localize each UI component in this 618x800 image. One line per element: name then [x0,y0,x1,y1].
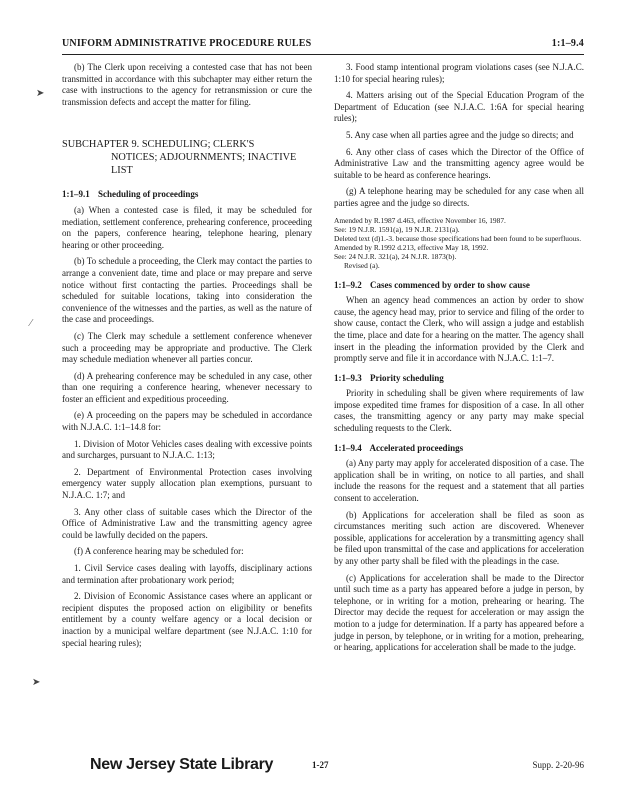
paragraph: (c) Applications for acceleration shall be made to the Director until such time as a party has appeared before a judge in person, by telephone, or in writing for a motion, prehearing or hearing. The Director may decide the request for acceleration or may assign the motion to a judge for determination. If a party has appeared before a judge in person, by telephone, or in writing for a motion, prehearing, or hearing, applications for acceleration shall be made to the judge. [334,572,584,653]
running-header [62,38,584,55]
section-number: 1:1–9.1 [62,189,90,200]
paragraph: (a) When a contested case is filed, it may be scheduled for mediation, settlement conference, prehearing conference, proceeding on the papers, conference hearing, telephone hearing, plenary hearing or other proceeding. [62,204,312,250]
section-title: Scheduling of proceedings [98,189,199,200]
header-title: UNIFORM ADMINISTRATIVE PROCEDURE RULES [62,38,312,49]
paragraph: (a) Any party may apply for accelerated disposition of a case. The application shall be in writing, on notice to all parties, and shall include the reasons for the request and a statement that all parties consent to acceleration. [334,458,584,504]
section-number: 1:1–9.2 [334,279,362,290]
list-item: 6. Any other class of cases which the Director of the Office of Administrative Law and the transmitting agency agree would be suitable to be heard as conference hearings. [334,146,584,180]
list-item: 2. Division of Economic Assistance cases where an applicant or recipient disputes the proposed action on eligibility or benefits entitlement by a county welfare agency or a local decision or inaction by a municipal welfare department (see N.J.A.C. 1:10 for special hearing rules); [62,591,312,648]
subchapter-heading [62,138,312,177]
left-column [62,62,312,654]
margin-mark-icon: ➤ [32,677,41,688]
section-number: 1:1–9.4 [334,442,362,453]
paragraph: (b) Applications for acceleration shall be filed as soon as circumstances meriting such action are discovered. Whenever possible, applications for acceleration by a transmitting agency shall be filed upon transmittal of the case and applications for acceleration by any other party shall be filed with the pleadings in the case. [334,509,584,566]
margin-mark-icon: ➤ [36,88,45,99]
library-stamp: New Jersey State Library [90,756,274,773]
supplement-date: Supp. 2-20-96 [532,760,584,770]
history-note: Amended by R.1987 d.463, effective November 16, 1987. [334,215,506,225]
history-note: See: 19 N.J.R. 1591(a), 19 N.J.R. 2131(a). [334,224,460,234]
list-item: 3. Food stamp intentional program violations cases (see N.J.A.C. 1:10 for special hearing rules); [334,62,584,84]
margin-mark-icon: ⁄ [30,318,32,329]
list-item: 1. Civil Service cases dealing with layoffs, disciplinary actions and termination after probationary work period; [62,563,312,585]
page-footer [62,756,584,780]
paragraph: (d) A prehearing conference may be scheduled in any case, other than one requiring a conference hearing, whenever necessary to foster an efficient and expeditious proceeding. [62,370,312,404]
paragraph: Priority in scheduling shall be given where requirements of law impose expedited time frames for disposition of a case. In all other cases, the transmitting agency or any party may make special scheduling requests to the Clerk. [334,388,584,434]
right-column [334,62,584,659]
history-note: Deleted text (d)1.-3. because those specifications had been found to be superfluous. [334,233,582,243]
section-heading [334,280,584,292]
paragraph: (f) A conference hearing may be scheduled for: [74,546,244,557]
list-item: 1. Division of Motor Vehicles cases dealing with excessive points and surcharges, pursuant to N.J.A.C. 1:13; [62,438,312,461]
header-section-range: 1:1–9.4 [551,38,584,49]
paragraph: (c) The Clerk may schedule a settlement conference whenever such a proceeding may be appropriate and productive. The Clerk may schedule mediation whenever all parties concur. [62,330,312,365]
history-note: See: 24 N.J.R. 321(a), 24 N.J.R. 1873(b). [334,251,457,261]
paragraph: (b) To schedule a proceeding, the Clerk may contact the parties to arrange a convenient date, time and place or may prepare and serve notice without first contacting the parties. Proceedings shall be scheduled for suitable locations, taking into consideration the convenience of the witnesses and the parties, as well as the nature of the case and proceedings. [62,256,312,325]
history-note: Amended by R.1992 d.213, effective May 18, 1992. [334,242,489,252]
section-heading [62,189,312,201]
paragraph: (g) A telephone hearing may be scheduled for any case when all parties agree and the judge so directs. [334,186,584,208]
section-title: Accelerated proceedings [369,442,464,453]
subchapter-line: SUBCHAPTER 9. SCHEDULING; CLERK'S [62,139,255,151]
section-title: Cases commenced by order to show cause [370,279,530,290]
list-item: 2. Department of Environmental Protection cases involving emergency water supply allocation plan exemptions, pursuant to N.J.A.C. 1:7; and [62,466,312,501]
history-notes [334,216,584,270]
list-item: 5. Any case when all parties agree and the judge so directs; and [346,129,574,140]
paragraph: (e) A proceeding on the papers may be scheduled in accordance with N.J.A.C. 1:1–14.8 for: [62,410,312,433]
page-number: 1-27 [312,760,329,770]
section-title: Priority scheduling [370,372,444,383]
section-number: 1:1–9.3 [334,372,362,383]
list-item: 4. Matters arising out of the Special Education Program of the Department of Education (see N.J.A.C. 1:6A for special hearing rules); [334,90,584,124]
paragraph: (b) The Clerk upon receiving a contested case that has not been transmitted in accordance with this subchapter may either return the case with instructions to the agency for retransmission or cure the transmission defects and accept the matter for filing. [62,62,312,107]
section-heading [334,373,584,385]
subchapter-line: NOTICES; ADJOURNMENTS; INACTIVE LIST [111,152,297,177]
paragraph: When an agency head commences an action by order to show cause, the agency head may, prior to service and filing of the order to show cause, contact the Clerk, who will assign a judge and establish the time, place and date for a hearing on the matter. The agency shall insert in the pleading the information provided by the Clerk and promptly serve and file it in accordance with N.J.A.C. 1:1–7. [334,295,584,364]
history-note: Revised (a). [344,260,380,270]
section-heading [334,443,584,455]
list-item: 3. Any other class of suitable cases which the Director of the Office of Administrative Law and the transmitting agency agree could be lawfully decided on the papers. [62,506,312,540]
